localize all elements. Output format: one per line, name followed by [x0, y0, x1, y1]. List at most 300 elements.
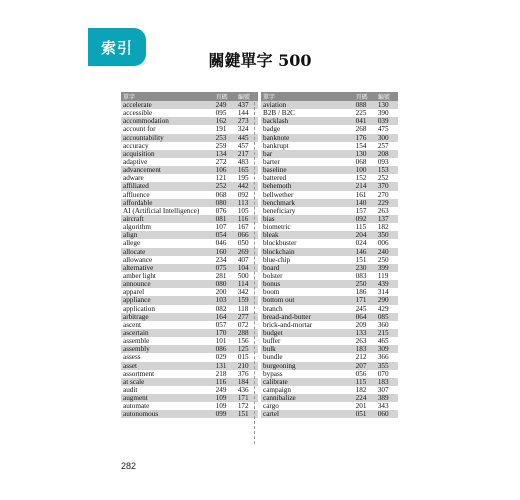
- page-cell: 268: [355, 125, 367, 134]
- table-row: [121, 337, 258, 345]
- number-cell: 093: [377, 158, 389, 167]
- number-cell: 072: [237, 320, 249, 329]
- word-cell: autonomous: [121, 410, 214, 418]
- word-cell: affiliated: [121, 182, 214, 190]
- table-row: [121, 231, 258, 239]
- table-row: [261, 134, 398, 142]
- word-cell: alternative: [121, 264, 214, 272]
- page-cell: 201: [355, 402, 367, 411]
- table-row: [121, 402, 258, 410]
- number-cell: 390: [377, 109, 389, 118]
- word-cell: bulk: [261, 345, 354, 353]
- table-row: [261, 207, 398, 215]
- page-number: 282: [121, 461, 137, 471]
- number-cell: 475: [377, 125, 389, 134]
- left-word-table: [121, 92, 258, 418]
- table-row: [121, 410, 258, 418]
- page-cell: 056: [355, 369, 367, 378]
- right-column: [261, 92, 398, 418]
- number-cell: 156: [237, 337, 249, 346]
- page-title: 關鍵單字 500: [208, 51, 312, 70]
- page-cell: 109: [214, 394, 236, 402]
- table-row: [121, 125, 258, 133]
- number-cell: 159: [236, 296, 258, 304]
- number-cell: 269: [236, 248, 258, 256]
- page-cell: 214: [354, 182, 376, 190]
- word-cell: aviation: [261, 101, 354, 109]
- number-cell: 307: [377, 385, 389, 394]
- header-number: 編號: [376, 92, 398, 101]
- page-cell: 082: [215, 304, 227, 313]
- word-cell: advancement: [121, 166, 214, 174]
- word-cell: announce: [121, 280, 214, 288]
- number-cell: 184: [236, 378, 258, 386]
- table-row: [121, 362, 258, 370]
- page-cell: 250: [354, 280, 376, 288]
- number-cell: 167: [237, 223, 249, 232]
- table-row: [261, 231, 398, 239]
- table-row: [261, 239, 398, 247]
- table-row: [121, 109, 258, 117]
- number-cell: 215: [376, 329, 398, 337]
- page-cell: 068: [355, 158, 367, 167]
- page-cell: 101: [215, 337, 227, 346]
- page-cell: 075: [214, 264, 236, 272]
- number-cell: 050: [237, 239, 249, 248]
- word-cell: cargo: [263, 402, 279, 411]
- number-cell: 252: [377, 174, 389, 183]
- page-cell: 054: [214, 231, 236, 239]
- table-row: [261, 101, 398, 109]
- page-cell: 115: [354, 378, 376, 386]
- page-cell: 170: [214, 329, 236, 337]
- word-cell: audit: [123, 385, 138, 394]
- table-row: [261, 182, 398, 190]
- table-row: [261, 199, 398, 207]
- word-cell: cartel: [261, 410, 354, 418]
- page-cell: 116: [214, 378, 236, 386]
- page-cell: 207: [354, 362, 376, 370]
- table-row: [121, 223, 258, 231]
- word-cell: amber light: [123, 272, 156, 281]
- page-cell: 080: [214, 199, 236, 207]
- number-cell: 370: [376, 182, 398, 190]
- table-row: [261, 337, 398, 345]
- number-cell: 208: [376, 150, 398, 158]
- table-row: [121, 191, 258, 199]
- word-cell: cannibalize: [261, 394, 354, 402]
- table-row: [261, 410, 398, 418]
- number-cell: 015: [237, 353, 249, 362]
- table-row: [121, 386, 258, 394]
- page-cell: 029: [215, 353, 227, 362]
- word-cell: bottom out: [261, 296, 354, 304]
- word-cell: blockbuster: [263, 239, 297, 248]
- number-cell: 006: [377, 239, 389, 248]
- page-cell: 086: [214, 345, 236, 353]
- header-word: 單字: [261, 92, 354, 101]
- number-cell: 309: [376, 345, 398, 353]
- table-row: [121, 321, 258, 329]
- number-cell: 376: [237, 369, 249, 378]
- word-cell: accelerate: [121, 101, 214, 109]
- number-cell: 389: [376, 394, 398, 402]
- page-cell: 212: [355, 353, 367, 362]
- table-row: [261, 272, 398, 280]
- number-cell: 039: [376, 117, 398, 125]
- header-word: 單字: [121, 92, 214, 101]
- word-cell: budget: [261, 329, 354, 337]
- number-cell: 483: [237, 158, 249, 167]
- page-cell: 107: [215, 223, 227, 232]
- page-cell: 249: [214, 101, 236, 109]
- word-cell: accessible: [123, 109, 153, 118]
- word-cell: bolster: [263, 272, 283, 281]
- number-cell: 288: [236, 329, 258, 337]
- word-cell: arbitrage: [121, 313, 214, 321]
- page-cell: 225: [355, 109, 367, 118]
- number-cell: 360: [377, 320, 389, 329]
- number-cell: 151: [236, 410, 258, 418]
- table-row: [261, 353, 398, 361]
- table-row: [121, 248, 258, 256]
- page-cell: 081: [214, 215, 236, 223]
- page-cell: 154: [355, 141, 367, 150]
- number-cell: 060: [376, 410, 398, 418]
- page-cell: 024: [355, 239, 367, 248]
- word-cell: backlash: [261, 117, 354, 125]
- number-cell: 457: [237, 141, 249, 150]
- right-word-table: [261, 92, 398, 418]
- page-cell: 088: [354, 101, 376, 109]
- page-cell: 259: [215, 141, 227, 150]
- word-cell: aircraft: [121, 215, 214, 223]
- table-row: [261, 280, 398, 288]
- number-cell: 195: [237, 174, 249, 183]
- table-row: [121, 134, 258, 142]
- number-cell: 445: [236, 134, 258, 142]
- page-cell: 109: [215, 402, 227, 411]
- table-row: [261, 223, 398, 231]
- table-row: [121, 158, 258, 166]
- word-cell: automate: [123, 402, 150, 411]
- page-cell: 103: [214, 296, 236, 304]
- page-cell: 186: [355, 288, 367, 297]
- word-cell: ascent: [123, 320, 141, 329]
- table-row: [121, 288, 258, 296]
- table-row: [121, 166, 258, 174]
- word-cell: brick-and-mortar: [263, 320, 313, 329]
- number-cell: 130: [376, 101, 398, 109]
- word-cell: bread-and-butter: [261, 313, 354, 321]
- table-row: [121, 207, 258, 215]
- table-row: [261, 125, 398, 133]
- page-cell: 131: [214, 362, 236, 370]
- table-row: [261, 313, 398, 321]
- word-cell: assemble: [123, 337, 150, 346]
- page-cell: 176: [354, 134, 376, 142]
- table-row: [261, 345, 398, 353]
- page-cell: 191: [215, 125, 227, 134]
- page-cell: 051: [354, 410, 376, 418]
- number-cell: 314: [377, 288, 389, 297]
- word-cell: ascertain: [121, 329, 214, 337]
- header-page: 頁碼: [354, 92, 376, 101]
- number-cell: 290: [376, 296, 398, 304]
- page-cell: 115: [355, 223, 367, 232]
- right-table-body: [261, 101, 398, 418]
- word-cell: behemoth: [261, 182, 354, 190]
- number-cell: 125: [236, 345, 258, 353]
- page-cell: 157: [355, 206, 367, 215]
- table-row: [121, 142, 258, 150]
- left-table-body: [121, 101, 258, 418]
- number-cell: 137: [376, 215, 398, 223]
- word-cell: badge: [263, 125, 281, 134]
- number-cell: 439: [376, 280, 398, 288]
- table-row: [261, 109, 398, 117]
- table-row: [261, 248, 398, 256]
- page-cell: 209: [355, 320, 367, 329]
- number-cell: 277: [236, 313, 258, 321]
- page-cell: 182: [355, 385, 367, 394]
- page-cell: 224: [354, 394, 376, 402]
- number-cell: 153: [376, 166, 398, 174]
- number-cell: 442: [236, 182, 258, 190]
- word-cell: align: [121, 231, 214, 239]
- table-row: [121, 296, 258, 304]
- number-cell: 343: [377, 402, 389, 411]
- page-cell: 068: [215, 190, 227, 199]
- table-row: [121, 150, 258, 158]
- table-row: [121, 239, 258, 247]
- table-row: [121, 264, 258, 272]
- page-cell: 151: [355, 255, 367, 264]
- number-cell: 113: [236, 199, 258, 207]
- table-row: [261, 394, 398, 402]
- table-row: [121, 174, 258, 182]
- page-cell: 057: [215, 320, 227, 329]
- number-cell: 114: [236, 280, 258, 288]
- word-cell: asset: [121, 362, 214, 370]
- word-cell: adware: [123, 174, 144, 183]
- word-cell: assembly: [121, 345, 214, 353]
- page-cell: 083: [355, 272, 367, 281]
- word-cell: bonus: [261, 280, 354, 288]
- page-cell: 249: [215, 385, 227, 394]
- table-row: [261, 158, 398, 166]
- table-row: [261, 166, 398, 174]
- word-cell: accountability: [121, 134, 214, 142]
- number-cell: 105: [237, 206, 249, 215]
- word-cell: beneficiary: [263, 206, 296, 215]
- page-cell: 095: [215, 109, 227, 118]
- number-cell: 270: [377, 190, 389, 199]
- word-cell: blockchain: [261, 248, 354, 256]
- page-cell: 272: [215, 158, 227, 167]
- number-cell: 399: [376, 264, 398, 272]
- page-cell: 133: [354, 329, 376, 337]
- page-cell: 160: [214, 248, 236, 256]
- number-cell: 116: [236, 215, 258, 223]
- word-cell: buffer: [263, 337, 281, 346]
- word-cell: bellwether: [263, 190, 294, 199]
- word-cell: branch: [263, 304, 283, 313]
- word-cell: bleak: [261, 231, 354, 239]
- page-cell: 164: [214, 313, 236, 321]
- number-cell: 355: [376, 362, 398, 370]
- page-cell: 162: [214, 117, 236, 125]
- table-row: [261, 191, 398, 199]
- word-cell: accuracy: [123, 141, 149, 150]
- table-row: [121, 313, 258, 321]
- number-cell: 092: [237, 190, 249, 199]
- table-row: [261, 117, 398, 125]
- word-cell: application: [123, 304, 155, 313]
- number-cell: 300: [376, 134, 398, 142]
- table-row: [121, 256, 258, 264]
- table-row: [261, 386, 398, 394]
- number-cell: 171: [236, 394, 258, 402]
- index-tab-label: 索引: [100, 38, 133, 57]
- number-cell: 500: [237, 272, 249, 281]
- number-cell: 070: [377, 369, 389, 378]
- number-cell: 465: [377, 337, 389, 346]
- word-cell: bundle: [263, 353, 283, 362]
- page-cell: 134: [214, 150, 236, 158]
- word-cell: acquisition: [121, 150, 214, 158]
- number-cell: 407: [237, 255, 249, 264]
- word-cell: biometric: [263, 223, 291, 232]
- word-cell: battered: [263, 174, 287, 183]
- table-row: [261, 378, 398, 386]
- table-row: [121, 394, 258, 402]
- number-cell: 165: [236, 166, 258, 174]
- table-row: [261, 150, 398, 158]
- table-row: [261, 402, 398, 410]
- table-row: [261, 142, 398, 150]
- number-cell: 273: [236, 117, 258, 125]
- word-cell: calibrate: [261, 378, 354, 386]
- table-row: [121, 182, 258, 190]
- number-cell: 366: [377, 353, 389, 362]
- word-cell: allege: [123, 239, 141, 248]
- page-cell: 100: [354, 166, 376, 174]
- table-row: [121, 353, 258, 361]
- word-cell: benchmark: [261, 199, 354, 207]
- number-cell: 437: [236, 101, 258, 109]
- word-cell: burgeoning: [261, 362, 354, 370]
- table-row: [121, 199, 258, 207]
- page-cell: 218: [215, 369, 227, 378]
- table-row: [121, 378, 258, 386]
- table-row: [261, 296, 398, 304]
- word-cell: board: [261, 264, 354, 272]
- table-row: [261, 288, 398, 296]
- page-cell: 234: [215, 255, 227, 264]
- word-cell: bias: [261, 215, 354, 223]
- table-row: [121, 101, 258, 109]
- table-row: [261, 321, 398, 329]
- word-cell: banknote: [261, 134, 354, 142]
- word-cell: bypass: [263, 369, 283, 378]
- word-cell: affluence: [123, 190, 150, 199]
- number-cell: 085: [376, 313, 398, 321]
- table-row: [121, 345, 258, 353]
- page-cell: 121: [215, 174, 227, 183]
- page-cell: 204: [354, 231, 376, 239]
- table-row: [261, 264, 398, 272]
- table-row: [121, 370, 258, 378]
- word-cell: account for: [123, 125, 156, 134]
- page-cell: 200: [215, 288, 227, 297]
- number-cell: 350: [376, 231, 398, 239]
- number-cell: 217: [236, 150, 258, 158]
- number-cell: 263: [377, 206, 389, 215]
- table-row: [121, 329, 258, 337]
- number-cell: 119: [377, 272, 389, 281]
- table-row: [261, 215, 398, 223]
- number-cell: 257: [377, 141, 389, 150]
- page-cell: 263: [355, 337, 367, 346]
- word-cell: assess: [123, 353, 141, 362]
- word-cell: allocate: [121, 248, 214, 256]
- word-cell: adaptive: [123, 158, 148, 167]
- number-cell: 436: [237, 385, 249, 394]
- number-cell: 229: [376, 199, 398, 207]
- header-number: 編號: [236, 92, 258, 101]
- word-cell: baseline: [261, 166, 354, 174]
- number-cell: 066: [236, 231, 258, 239]
- table-row: [121, 305, 258, 313]
- page-cell: 281: [215, 272, 227, 281]
- page-cell: 064: [354, 313, 376, 321]
- left-column: [121, 92, 258, 418]
- page-cell: 183: [354, 345, 376, 353]
- table-row: [261, 329, 398, 337]
- table-header-row: [121, 92, 258, 101]
- page-cell: 161: [355, 190, 367, 199]
- number-cell: 240: [376, 248, 398, 256]
- word-cell: augment: [121, 394, 214, 402]
- word-cell: appliance: [121, 296, 214, 304]
- number-cell: 172: [237, 402, 249, 411]
- page-cell: 076: [215, 206, 227, 215]
- number-cell: 429: [377, 304, 389, 313]
- number-cell: 118: [237, 304, 249, 313]
- page-cell: 130: [354, 150, 376, 158]
- table-row: [261, 174, 398, 182]
- number-cell: 342: [237, 288, 249, 297]
- word-cell: affordable: [121, 199, 214, 207]
- number-cell: 210: [236, 362, 258, 370]
- word-cell: campaign: [263, 385, 291, 394]
- word-cell: accommodation: [121, 117, 214, 125]
- table-row: [261, 362, 398, 370]
- table-row: [121, 117, 258, 125]
- word-cell: bankrupt: [263, 141, 289, 150]
- page-cell: 041: [354, 117, 376, 125]
- table-row: [121, 215, 258, 223]
- column-divider: [254, 92, 255, 444]
- number-cell: 324: [237, 125, 249, 134]
- header-page: 頁碼: [214, 92, 236, 101]
- word-cell: boom: [263, 288, 280, 297]
- table-header-row: [261, 92, 398, 101]
- page-cell: 146: [354, 248, 376, 256]
- page-cell: 106: [214, 166, 236, 174]
- page-cell: 230: [354, 264, 376, 272]
